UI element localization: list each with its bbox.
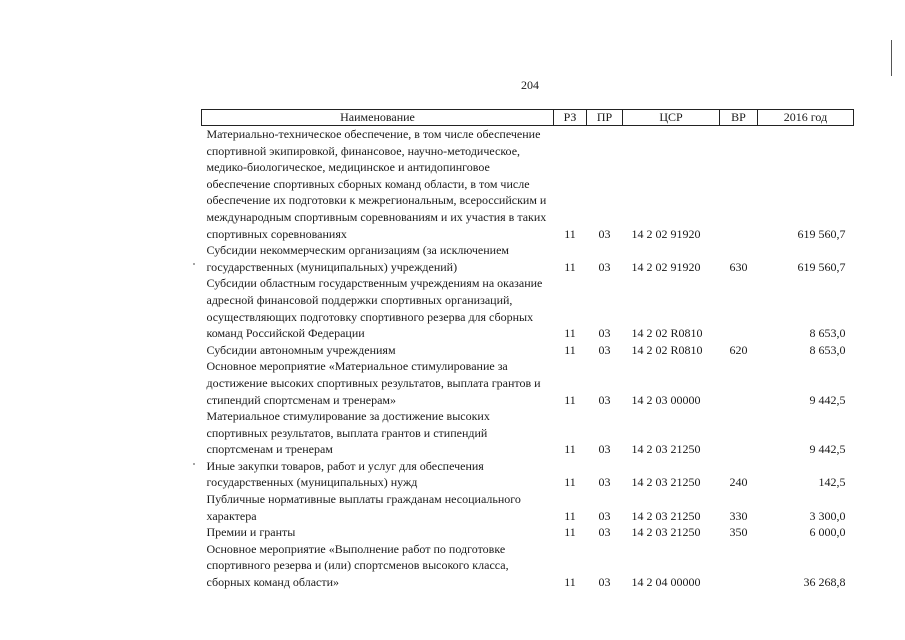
cell-amount: 619 560,7 xyxy=(797,226,846,241)
cell-vr: 620 xyxy=(729,342,748,357)
table-row xyxy=(202,524,854,541)
cell-pr: 03 xyxy=(598,475,611,490)
table-body xyxy=(202,126,854,591)
cell-amount: 9 442,5 xyxy=(809,392,846,407)
cell-vr: 350 xyxy=(729,525,748,540)
cell-pr: 03 xyxy=(598,342,611,357)
column-header-pr: ПР xyxy=(587,110,623,126)
cell-pr: 03 xyxy=(598,508,611,523)
cell-rz: 11 xyxy=(564,508,576,523)
cell-pr: 03 xyxy=(598,442,611,457)
cell-csr: 14 2 02 R0810 xyxy=(631,342,703,357)
cell-name: Субсидии некоммерческим организациям (за исключением государственных (муниципальных) учреждений) xyxy=(206,243,510,274)
scan-speck xyxy=(193,263,195,265)
budget-table xyxy=(201,109,854,591)
cell-name: Материально-техническое обеспечение, в том числе обеспечение спортивной экипировкой, финансовое, научно-методическое, медико-биологическое, медицинское и антидопинговое обеспечение спортивных сборных команд области, в том числе обеспечение их подготовки к межрегиональным, всероссийским и международным спортивным соревнованиям и их участия в таких спортивных соревнованиях xyxy=(206,127,547,241)
cell-csr: 14 2 03 21250 xyxy=(631,442,701,457)
table-row xyxy=(202,408,854,458)
cell-vr xyxy=(720,275,758,341)
cell-csr: 14 2 02 91920 xyxy=(631,259,701,274)
cell-rz: 11 xyxy=(564,342,576,357)
cell-csr: 14 2 03 00000 xyxy=(631,392,701,407)
cell-csr: 14 2 04 00000 xyxy=(631,575,701,590)
cell-pr: 03 xyxy=(598,575,611,590)
cell-rz: 11 xyxy=(564,392,576,407)
cell-csr: 14 2 02 R0810 xyxy=(631,326,703,341)
column-header-csr: ЦСР xyxy=(623,110,720,126)
cell-amount: 36 268,8 xyxy=(803,575,846,590)
cell-rz: 11 xyxy=(564,575,576,590)
cell-rz: 11 xyxy=(564,475,576,490)
table-row xyxy=(202,126,854,243)
cell-csr: 14 2 03 21250 xyxy=(631,525,701,540)
cell-vr: 330 xyxy=(729,508,748,523)
cell-rz: 11 xyxy=(564,226,576,241)
scan-speck xyxy=(193,463,195,465)
table-header-row xyxy=(202,110,854,126)
column-header-name: Наименование xyxy=(202,110,554,126)
cell-vr xyxy=(720,408,758,458)
table-row xyxy=(202,358,854,408)
column-header-rz: РЗ xyxy=(554,110,587,126)
cell-pr: 03 xyxy=(598,326,611,341)
table-row xyxy=(202,242,854,275)
cell-pr: 03 xyxy=(598,525,611,540)
cell-amount: 142,5 xyxy=(818,475,846,490)
table-row xyxy=(202,458,854,491)
cell-name: Субсидии областным государственным учреждениям на оказание адресной финансовой поддержки спортивных организаций, осуществляющих подготовку спортивного резерва для сборных команд Российской Федерации xyxy=(206,276,543,341)
cell-amount: 3 300,0 xyxy=(809,508,846,523)
cell-name: Иные закупки товаров, работ и услуг для обеспечения государственных (муниципальных) нужд xyxy=(206,458,484,490)
cell-amount: 6 000,0 xyxy=(809,525,846,540)
cell-csr: 14 2 03 21250 xyxy=(631,475,701,490)
table-row xyxy=(202,541,854,591)
cell-vr xyxy=(720,541,758,591)
cell-vr: 240 xyxy=(729,475,748,490)
cell-name: Субсидии автономным учреждениям xyxy=(206,342,396,357)
cell-amount: 9 442,5 xyxy=(809,442,846,457)
cell-rz: 11 xyxy=(564,259,576,274)
cell-amount: 619 560,7 xyxy=(797,259,846,274)
column-header-year: 2016 год xyxy=(758,110,854,126)
cell-name: Основное мероприятие «Выполнение работ по подготовке спортивного резерва и (или) спортсменов высокого класса, сборных команд области» xyxy=(206,541,509,590)
cell-vr xyxy=(720,126,758,243)
cell-pr: 03 xyxy=(598,226,611,241)
scan-edge-mark xyxy=(891,40,892,76)
cell-amount: 8 653,0 xyxy=(809,342,846,357)
cell-vr xyxy=(720,358,758,408)
page-number: 204 xyxy=(521,78,539,92)
column-header-vr: ВР xyxy=(720,110,758,126)
cell-name: Публичные нормативные выплаты гражданам несоциального характера xyxy=(206,492,521,523)
cell-name: Премии и гранты xyxy=(206,525,296,540)
cell-rz: 11 xyxy=(564,442,576,457)
cell-rz: 11 xyxy=(564,525,576,540)
cell-pr: 03 xyxy=(598,259,611,274)
table-row xyxy=(202,491,854,524)
cell-pr: 03 xyxy=(598,392,611,407)
cell-vr: 630 xyxy=(729,259,748,274)
cell-name: Материальное стимулирование за достижение высоких спортивных результатов, выплата грантов и стипендий спортсменам и тренерам xyxy=(206,409,490,457)
table-row xyxy=(202,342,854,359)
cell-csr: 14 2 03 21250 xyxy=(631,508,701,523)
cell-rz: 11 xyxy=(564,326,576,341)
cell-name: Основное мероприятие «Материальное стимулирование за достижение высоких спортивных результатов, выплата грантов и стипендий спортсменам и тренерам» xyxy=(206,359,541,407)
cell-csr: 14 2 02 91920 xyxy=(631,226,701,241)
cell-amount: 8 653,0 xyxy=(809,326,846,341)
table-row xyxy=(202,275,854,341)
